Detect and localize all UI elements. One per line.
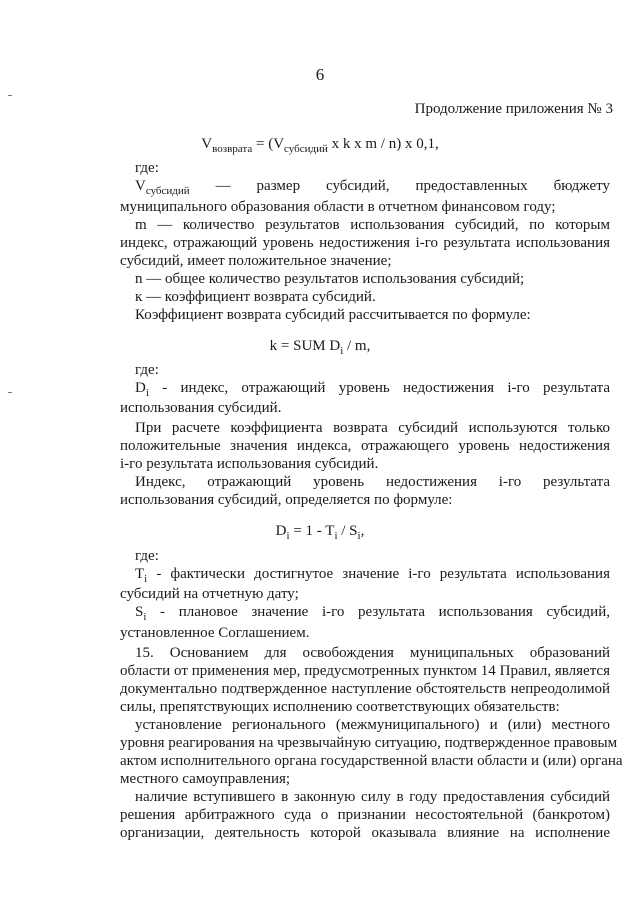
where-label: где: bbox=[135, 160, 159, 176]
paragraph-line: области от применения мер, предусмотренных пунктом 14 Правил, является bbox=[120, 663, 610, 679]
page-number: 6 bbox=[315, 65, 325, 84]
paragraph-line: наличие вступившего в законную силу в году предоставления субсидий bbox=[135, 789, 610, 805]
paragraph-line: Индекс, отражающий уровень недостижения i-го результата bbox=[135, 474, 610, 490]
paragraph-line: использования субсидий. bbox=[120, 400, 282, 416]
paragraph-line: силы, препятствующих исполнению соответствующих обязательств: bbox=[120, 699, 560, 715]
scan-mark bbox=[8, 392, 12, 393]
paragraph-line: субсидий, имеет положительное значение; bbox=[120, 253, 392, 269]
appendix-heading: Продолжение приложения № 3 bbox=[414, 101, 613, 117]
paragraph-line: i-го результата использования субсидий. bbox=[120, 456, 379, 472]
paragraph-line: $T_i$ - фактически достигнутое значение i-го результата использования bbox=[135, 566, 610, 585]
formula-coefficient: k = SUM $D_i$ / m, bbox=[269, 338, 371, 357]
paragraph-line: использования субсидий, определяется по формуле: bbox=[120, 492, 453, 508]
paragraph-line: решения арбитражного суда о признании несостоятельной (банкротом) bbox=[120, 807, 610, 823]
paragraph-line: индекс, отражающий уровень недостижения i-го результата использования bbox=[120, 235, 610, 251]
paragraph-line: к — коэффициент возврата субсидий. bbox=[135, 289, 376, 305]
paragraph-line: установленное Соглашением. bbox=[120, 625, 310, 641]
paragraph-line: уровня реагирования на чрезвычайную ситуацию, подтвержденное правовым bbox=[120, 735, 618, 751]
paragraph-line: местного самоуправления; bbox=[120, 771, 291, 787]
scan-mark bbox=[8, 95, 12, 96]
paragraph-line: 15. Основанием для освобождения муниципальных образований bbox=[135, 645, 610, 661]
paragraph-line: положительные значения индекса, отражающего уровень недостижения bbox=[120, 438, 610, 454]
paragraph-line: организации, деятельность которой оказывала влияние на исполнение bbox=[120, 825, 610, 841]
paragraph-line: n — общее количество результатов использования субсидий; bbox=[135, 271, 525, 287]
paragraph-line: $V_{субсидий}$ — размер субсидий, предоставленных бюджету bbox=[135, 178, 610, 197]
paragraph-line: m — количество результатов использования субсидий, по которым bbox=[135, 217, 610, 233]
paragraph-line: муниципального образования области в отчетном финансовом году; bbox=[120, 199, 556, 215]
formula-refund-volume: $V_{возврата} = (V_{субсидий}$ x k x m / n) x 0,1, bbox=[201, 136, 439, 155]
paragraph-line: документально подтвержденное наступление обстоятельств непреодолимой bbox=[120, 681, 610, 697]
paragraph-line: субсидий на отчетную дату; bbox=[120, 586, 299, 602]
where-label: где: bbox=[135, 362, 159, 378]
paragraph-line: $S_i$ - плановое значение i-го результата использования субсидий, bbox=[135, 604, 610, 623]
paragraph-line: $D_i$ - индекс, отражающий уровень недостижения i-го результата bbox=[135, 380, 610, 399]
where-label: где: bbox=[135, 548, 159, 564]
paragraph-line: Коэффициент возврата субсидий рассчитывается по формуле: bbox=[135, 307, 531, 323]
paragraph-line: актом исполнительного органа государственной власти области и (или) органа bbox=[120, 753, 623, 769]
paragraph-line: При расчете коэффициента возврата субсидий используются только bbox=[135, 420, 610, 436]
paragraph-line: установление регионального (межмуниципального) и (или) местного bbox=[135, 717, 610, 733]
formula-index: $D_i = 1 - T_i / S_i$, bbox=[275, 523, 365, 542]
